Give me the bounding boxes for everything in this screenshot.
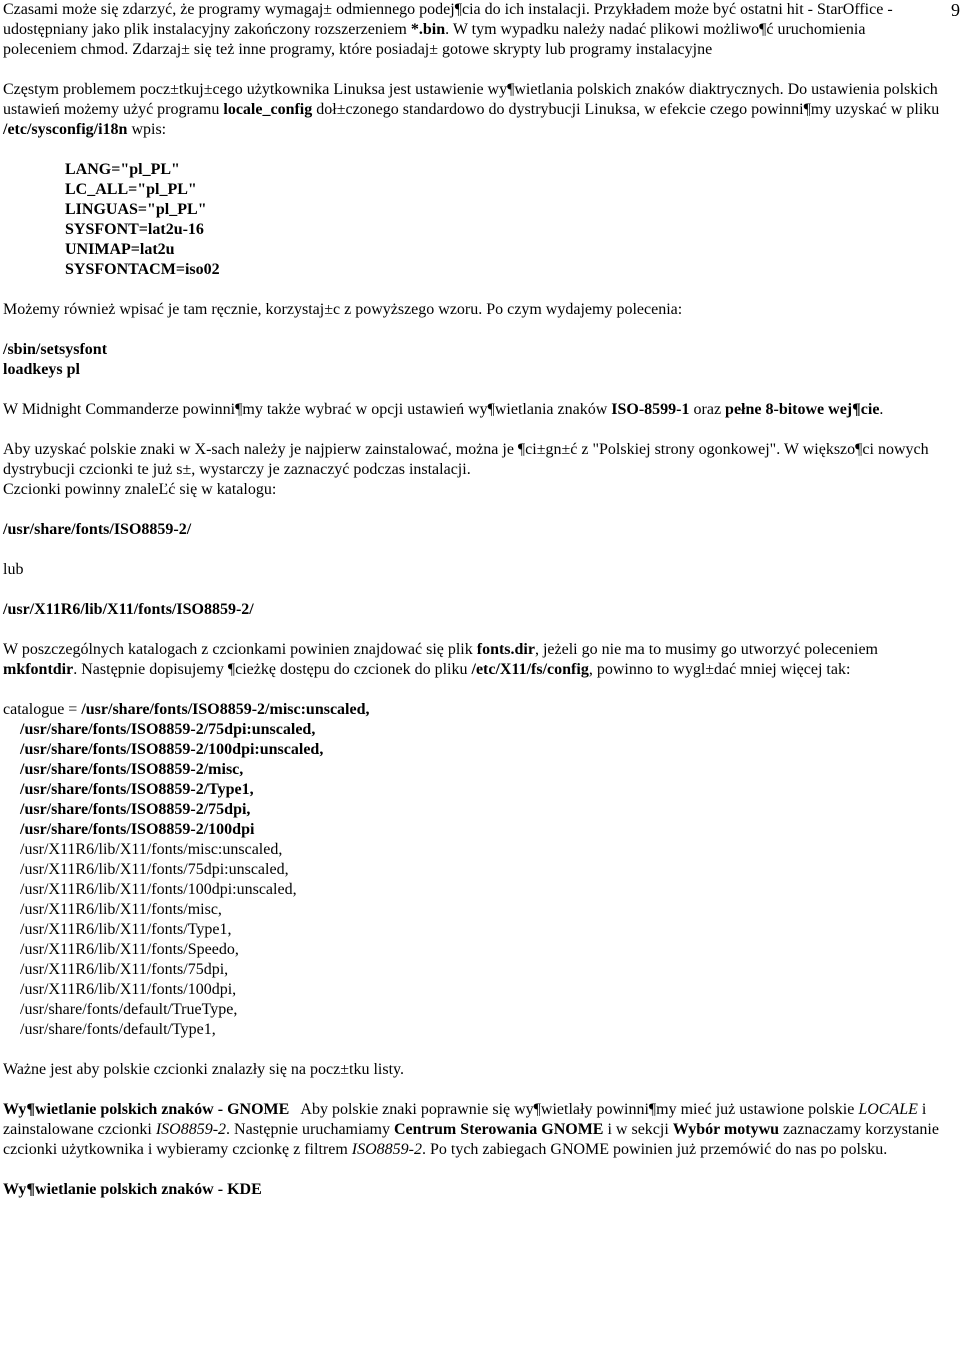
commands-block [3,340,943,380]
text-span: . Po tych zabiegach GNOME powinien już przemówić do nas po polsku. [421,1141,888,1158]
text-span: wpis: [127,121,167,138]
italic-span: LOCALE [858,1101,918,1118]
text-span: i zainstalowane czcionki [3,1101,927,1138]
config-line: SYSFONT=lat2u-16 [65,221,204,238]
catalogue-line: /usr/share/fonts/ISO8859-2/misc, [20,761,244,778]
paragraph-font-order: Ważne jest aby polskie czcionki znalazły się na pocz±tku listy. [3,1061,404,1078]
paragraph-staroffice [3,0,943,60]
catalogue-block [3,700,943,1040]
catalogue-line [3,700,943,720]
text-span: W Midnight Commanderze powinni¶my także wybrać w opcji ustawień wy¶wietlania znaków [3,401,612,418]
text-span: Częstym problemem pocz±tkuj±cego użytkownika Linuksa jest ustawienie wy¶wietlania polskich znaków diaktrycznych. Do ustawienia polskich ustawień możemy użyć programu [3,81,938,118]
catalogue-line: /usr/X11R6/lib/X11/fonts/75dpi, [20,961,229,978]
catalogue-line: /usr/X11R6/lib/X11/fonts/75dpi:unscaled, [20,861,289,878]
bold-span: locale_config [223,101,313,118]
document-body [3,0,943,1200]
catalogue-line: /usr/X11R6/lib/X11/fonts/misc:unscaled, [20,841,283,858]
catalogue-line: /usr/share/fonts/ISO8859-2/75dpi:unscaled, [20,721,316,738]
paragraph-polish-chars [3,80,943,140]
kde-heading: Wy¶wietlanie polskich znaków - KDE [3,1181,262,1198]
config-line: SYSFONTACM=iso02 [65,261,220,278]
catalogue-line: /usr/X11R6/lib/X11/fonts/100dpi:unscaled, [20,881,297,898]
font-path-x11: /usr/X11R6/lib/X11/fonts/ISO8859-2/ [3,601,254,618]
italic-span: ISO8859-2 [155,1121,227,1138]
text-span: . W tym wypadku należy nadać plikowi możliwo¶ć uruchomienia poleceniem chmod. Zdarzaj± się też inne programy, które posiadaj± gotowe skrypty lub programy instalacyjne [3,21,866,58]
bold-span: fonts.dir [476,641,535,658]
text-span: W poszczególnych katalogach z czcionkami powinien znajdować się plik [3,641,477,658]
paragraph-fonts-dir [3,640,943,680]
text-span: doł±czonego standardowo do dystrybucji Linuksa, w efekcie czego powinni¶my uzyskać w pliku [312,101,940,118]
catalogue-line: /usr/X11R6/lib/X11/fonts/100dpi, [20,981,237,998]
gnome-heading: Wy¶wietlanie polskich znaków - GNOME [3,1101,290,1118]
text-span: . Następnie dopisujemy ¶cieżkę dostępu do czcionek do pliku [73,661,472,678]
config-line: LANG="pl_PL" [65,161,180,178]
text-span: . Następnie uruchamiamy [226,1121,394,1138]
bold-span: ISO-8599-1 [611,401,690,418]
config-line: UNIMAP=lat2u [65,241,175,258]
text-span: Aby polskie znaki poprawnie się wy¶wietlały powinni¶my mieć już ustawione polskie [289,1101,859,1118]
text-span: . [879,401,884,418]
paragraph-x-fonts: Aby uzyskać polskie znaki w X-sach należy je najpierw zainstalować, można je ¶ci±gn±ć z "Polskiej strony ogonkowej". W większo¶ci nowych dystrybucji czcionki te już s±, wystarczy je zaznaczyć podczas instalacji. [3,441,929,478]
text-span: Czasami może się zdarzyć, że programy wymagaj± odmiennego podej¶cia do ich instalacji. Przykładem może być ostatni hit - StarOffice - udostępniany jako plik instalacyjny zakończony rozszerzeniem [3,1,893,38]
catalogue-line: /usr/share/fonts/ISO8859-2/100dpi [20,821,255,838]
text-span: i w sekcji [603,1121,673,1138]
catalogue-line: /usr/X11R6/lib/X11/fonts/Type1, [20,921,232,938]
bold-span: *.bin [410,21,446,38]
bold-span: Centrum Sterowania GNOME [394,1121,604,1138]
paragraph-font-location: Czcionki powinny znaleĽć się w katalogu: [3,481,277,498]
bold-span: mkfontdir [3,661,74,678]
config-line: LC_ALL="pl_PL" [65,181,197,198]
text-span: , powinno to wygl±dać mniej więcej tak: [588,661,851,678]
catalogue-line: /usr/share/fonts/ISO8859-2/75dpi, [20,801,251,818]
command-line: /sbin/setsysfont [3,341,108,358]
italic-span: ISO8859-2 [351,1141,422,1158]
text-span: oraz [689,401,726,418]
paragraph-gnome [3,1100,943,1160]
catalogue-line: /usr/share/fonts/default/TrueType, [20,1001,238,1018]
text-span: catalogue = [3,701,82,718]
bold-span: /usr/share/fonts/ISO8859-2/misc:unscaled, [81,701,370,718]
page-number: 9 [951,0,960,20]
paragraph-manual: Możemy również wpisać je tam ręcznie, korzystaj±c z powyższego wzoru. Po czym wydajemy polecenia: [3,301,683,318]
bold-span: /etc/sysconfig/i18n [3,121,128,138]
catalogue-line: /usr/share/fonts/ISO8859-2/100dpi:unscaled, [20,741,324,758]
text-span: zaznaczamy korzystanie czcionki użytkownika i wybieramy czcionkę z filtrem [3,1121,939,1158]
catalogue-line: /usr/X11R6/lib/X11/fonts/misc, [20,901,222,918]
catalogue-line: /usr/share/fonts/ISO8859-2/Type1, [20,781,254,798]
bold-span: pełne 8-bitowe wej¶cie [725,401,880,418]
or-text: lub [3,561,24,578]
font-path-iso: /usr/share/fonts/ISO8859-2/ [3,521,192,538]
bold-span: /etc/X11/fs/config [471,661,589,678]
paragraph-midnight-commander [3,400,943,420]
bold-span: Wybór motywu [672,1121,780,1138]
text-span: , jeżeli go nie ma to musimy go utworzyć poleceniem [534,641,878,658]
config-line: LINGUAS="pl_PL" [65,201,207,218]
config-block [65,160,943,280]
catalogue-line: /usr/share/fonts/default/Type1, [20,1021,216,1038]
command-line: loadkeys pl [3,361,80,378]
catalogue-line: /usr/X11R6/lib/X11/fonts/Speedo, [20,941,239,958]
